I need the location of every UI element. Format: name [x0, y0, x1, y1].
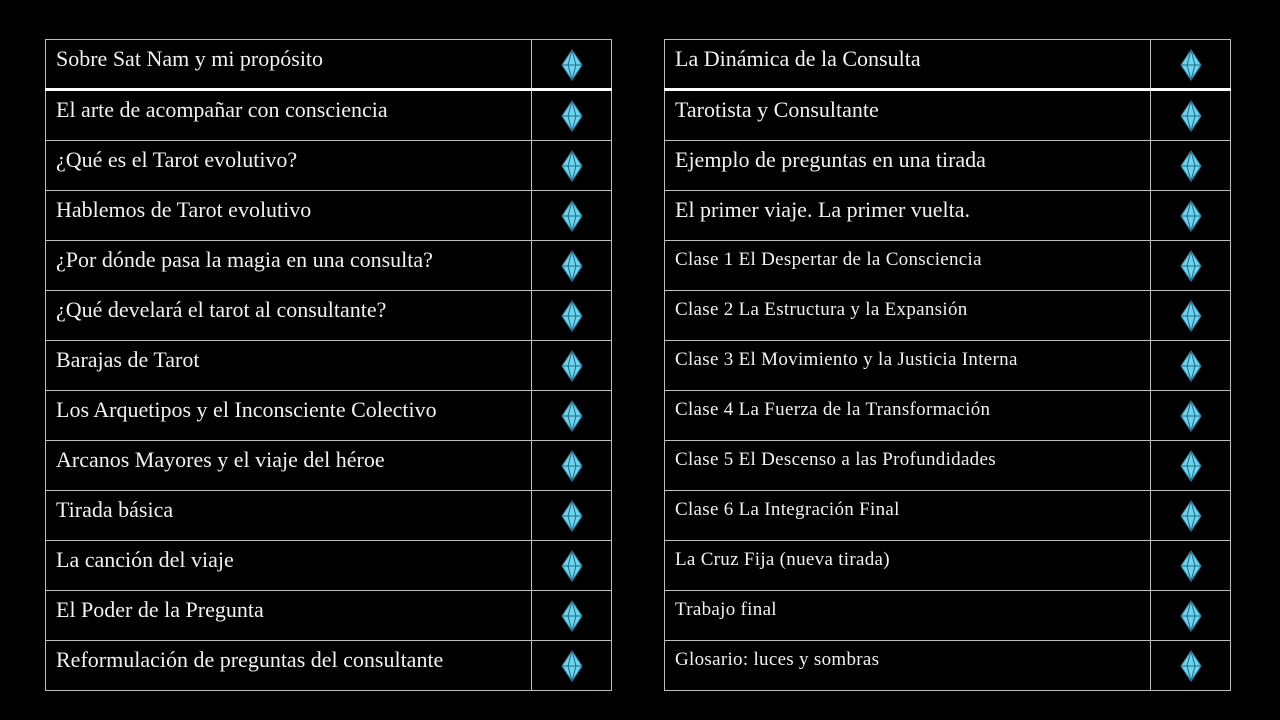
toc-row[interactable] [46, 141, 612, 191]
toc-link-cell[interactable] [1151, 541, 1231, 591]
toc-item-label[interactable]: Clase 3 El Movimiento y la Justicia Interna [665, 341, 1151, 391]
toc-item-label[interactable]: Tarotista y Consultante [665, 90, 1151, 141]
toc-row[interactable] [665, 341, 1231, 391]
toc-link-cell[interactable] [532, 341, 612, 391]
diamond-gem-icon[interactable] [561, 350, 583, 382]
toc-row[interactable] [665, 591, 1231, 641]
toc-item-label[interactable]: Reformulación de preguntas del consultante [46, 641, 532, 691]
toc-item-label[interactable]: Tirada básica [46, 491, 532, 541]
diamond-gem-icon[interactable] [561, 300, 583, 332]
toc-item-label[interactable]: El Poder de la Pregunta [46, 591, 532, 641]
toc-link-cell[interactable] [1151, 391, 1231, 441]
toc-link-cell[interactable] [1151, 641, 1231, 691]
toc-row[interactable] [46, 291, 612, 341]
diamond-gem-icon[interactable] [561, 250, 583, 282]
toc-item-label[interactable]: Hablemos de Tarot evolutivo [46, 191, 532, 241]
toc-item-label[interactable]: Clase 6 La Integración Final [665, 491, 1151, 541]
toc-link-cell[interactable] [532, 141, 612, 191]
toc-item-label[interactable]: ¿Por dónde pasa la magia en una consulta? [46, 241, 532, 291]
diamond-gem-icon[interactable] [561, 200, 583, 232]
toc-item-label[interactable]: Arcanos Mayores y el viaje del héroe [46, 441, 532, 491]
toc-link-cell[interactable] [532, 491, 612, 541]
toc-row[interactable] [665, 141, 1231, 191]
toc-link-cell[interactable] [1151, 441, 1231, 491]
toc-link-cell[interactable] [1151, 341, 1231, 391]
diamond-gem-icon[interactable] [561, 100, 583, 132]
diamond-gem-icon[interactable] [1180, 100, 1202, 132]
toc-item-label[interactable]: La Cruz Fija (nueva tirada) [665, 541, 1151, 591]
toc-item-label[interactable]: La canción del viaje [46, 541, 532, 591]
toc-row[interactable] [665, 191, 1231, 241]
toc-row[interactable] [665, 241, 1231, 291]
toc-item-label[interactable]: Sobre Sat Nam y mi propósito [46, 40, 532, 90]
toc-item-label[interactable]: Los Arquetipos y el Inconsciente Colectivo [46, 391, 532, 441]
toc-link-cell[interactable] [1151, 191, 1231, 241]
toc-row[interactable] [665, 491, 1231, 541]
diamond-gem-icon[interactable] [561, 650, 583, 682]
left-toc-body [46, 40, 612, 691]
toc-row[interactable] [665, 641, 1231, 691]
toc-item-label[interactable]: La Dinámica de la Consulta [665, 40, 1151, 90]
toc-item-label[interactable]: Clase 2 La Estructura y la Expansión [665, 291, 1151, 341]
toc-link-cell[interactable] [532, 241, 612, 291]
toc-row[interactable] [665, 40, 1231, 90]
diamond-gem-icon[interactable] [1180, 550, 1202, 582]
toc-item-label[interactable]: Clase 1 El Despertar de la Consciencia [665, 241, 1151, 291]
left-toc-table [45, 39, 612, 691]
right-toc-table [664, 39, 1231, 691]
toc-link-cell[interactable] [1151, 40, 1231, 90]
toc-item-label[interactable]: Trabajo final [665, 591, 1151, 641]
diamond-gem-icon[interactable] [1180, 250, 1202, 282]
toc-item-label[interactable]: Barajas de Tarot [46, 341, 532, 391]
toc-link-cell[interactable] [1151, 291, 1231, 341]
toc-item-label[interactable]: El primer viaje. La primer vuelta. [665, 191, 1151, 241]
toc-item-label[interactable]: Clase 4 La Fuerza de la Transformación [665, 391, 1151, 441]
toc-link-cell[interactable] [532, 541, 612, 591]
toc-item-label[interactable]: El arte de acompañar con consciencia [46, 90, 532, 141]
toc-row[interactable] [665, 291, 1231, 341]
diamond-gem-icon[interactable] [561, 400, 583, 432]
toc-row[interactable] [46, 241, 612, 291]
diamond-gem-icon[interactable] [1180, 600, 1202, 632]
toc-link-cell[interactable] [1151, 591, 1231, 641]
diamond-gem-icon[interactable] [1180, 350, 1202, 382]
toc-item-label[interactable]: Clase 5 El Descenso a las Profundidades [665, 441, 1151, 491]
diamond-gem-icon[interactable] [1180, 200, 1202, 232]
toc-link-cell[interactable] [1151, 141, 1231, 191]
toc-row[interactable] [665, 541, 1231, 591]
toc-row[interactable] [46, 591, 612, 641]
toc-item-label[interactable]: Ejemplo de preguntas en una tirada [665, 141, 1151, 191]
diamond-gem-icon[interactable] [1180, 450, 1202, 482]
toc-link-cell[interactable] [532, 441, 612, 491]
toc-link-cell[interactable] [532, 291, 612, 341]
toc-row[interactable] [46, 341, 612, 391]
toc-link-cell[interactable] [1151, 90, 1231, 141]
toc-row[interactable] [46, 391, 612, 441]
toc-link-cell[interactable] [532, 591, 612, 641]
toc-item-label[interactable]: ¿Qué es el Tarot evolutivo? [46, 141, 532, 191]
diamond-gem-icon[interactable] [561, 450, 583, 482]
toc-row[interactable] [665, 391, 1231, 441]
diamond-gem-icon[interactable] [1180, 500, 1202, 532]
diamond-gem-icon[interactable] [561, 150, 583, 182]
toc-link-cell[interactable] [1151, 491, 1231, 541]
toc-link-cell[interactable] [532, 641, 612, 691]
diamond-gem-icon[interactable] [561, 49, 583, 81]
toc-row[interactable] [46, 541, 612, 591]
toc-row[interactable] [46, 641, 612, 691]
toc-row[interactable] [46, 191, 612, 241]
diamond-gem-icon[interactable] [1180, 150, 1202, 182]
diamond-gem-icon[interactable] [1180, 650, 1202, 682]
toc-row[interactable] [46, 40, 612, 90]
toc-row[interactable] [665, 90, 1231, 141]
diamond-gem-icon[interactable] [561, 600, 583, 632]
toc-link-cell[interactable] [1151, 241, 1231, 291]
diamond-gem-icon[interactable] [1180, 300, 1202, 332]
right-toc-body [665, 40, 1231, 691]
toc-row[interactable] [665, 441, 1231, 491]
toc-row[interactable] [46, 491, 612, 541]
diamond-gem-icon[interactable] [1180, 49, 1202, 81]
toc-link-cell[interactable] [532, 391, 612, 441]
diamond-gem-icon[interactable] [1180, 400, 1202, 432]
toc-row[interactable] [46, 441, 612, 491]
toc-item-label[interactable]: ¿Qué develará el tarot al consultante? [46, 291, 532, 341]
toc-link-cell[interactable] [532, 40, 612, 90]
diamond-gem-icon[interactable] [561, 500, 583, 532]
toc-link-cell[interactable] [532, 90, 612, 141]
toc-row[interactable] [46, 90, 612, 141]
diamond-gem-icon[interactable] [561, 550, 583, 582]
toc-item-label[interactable]: Glosario: luces y sombras [665, 641, 1151, 691]
toc-link-cell[interactable] [532, 191, 612, 241]
